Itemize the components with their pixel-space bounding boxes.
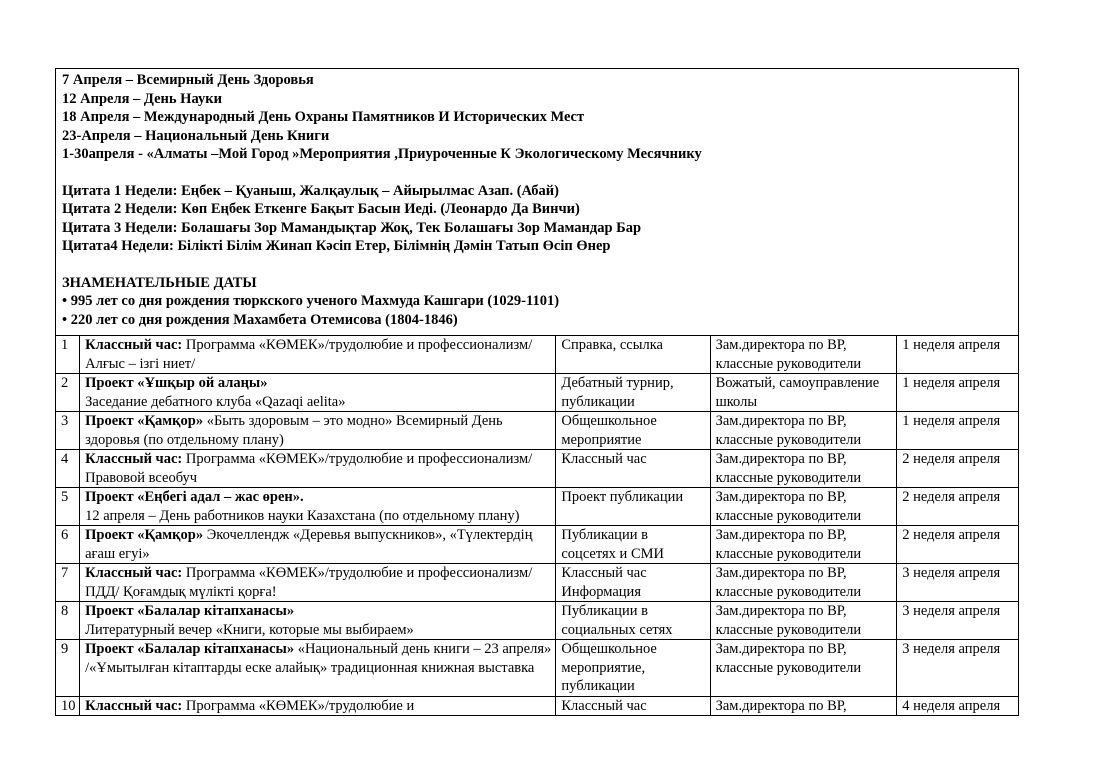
row-number-text: 10	[61, 697, 76, 714]
event-cell	[80, 602, 556, 640]
event-cell	[80, 412, 556, 450]
event-week: 1 неделя апреля	[897, 336, 1019, 374]
event-description: Программа «КӨМЕК»/трудолюбие и профессионализм/ ПДД/ Қоғамдық мүлікті қорға!	[85, 565, 533, 600]
event-title: Проект «Балалар кітапханасы»	[85, 641, 295, 657]
table-row	[56, 640, 1019, 697]
event-responsible: Зам.директора по ВР, классные руководители	[710, 526, 897, 564]
event-title: Проект «Ұшқыр ой алаңы»	[85, 375, 268, 391]
event-cell	[80, 488, 556, 526]
row-number: 3	[56, 412, 80, 450]
event-description: «Быть здоровым – это модно» Всемирный День здоровья (по отдельному плану)	[85, 413, 503, 448]
document-page	[55, 68, 1019, 716]
row-number	[56, 696, 80, 715]
notable-date-item: • 220 лет со дня рождения Махамбета Отемисова (1804-1846)	[62, 311, 458, 328]
event-description: Программа «КӨМЕК»/трудолюбие и профессионализм/ Правовой всеобуч	[85, 451, 533, 486]
event-responsible: Зам.директора по ВР, классные руководители	[710, 336, 897, 374]
event-week: 3 неделя апреля	[897, 564, 1019, 602]
event-title: Классный час:	[85, 565, 183, 581]
quote-line: Цитата 3 Недели: Болашағы Зор Мамандықтар Жоқ, Тек Болашағы Зор Мамандар Бар	[62, 219, 642, 236]
event-description: Заседание дебатного клуба «Qazaqi aelita»	[85, 393, 346, 410]
event-description: Программа «КӨМЕК»/трудолюбие и профессионализм/ Алғыс – ізгі ниет/	[85, 337, 533, 372]
notable-date-item: • 995 лет со дня рождения тюркского ученого Махмуда Кашгари (1029-1101)	[62, 293, 560, 309]
quote-line: Цитата 1 Недели: Еңбек – Қуаныш, Жалқаулық – Айырылмас Азап. (Абай)	[62, 182, 559, 199]
event-responsible: Зам.директора по ВР, классные руководители	[710, 412, 897, 450]
table-row	[56, 564, 1019, 602]
event-title: Классный час:	[85, 697, 183, 714]
quote-line: Цитата 2 Недели: Көп Еңбек Еткенге Бақыт Басын Иеді. (Леонардо Да Винчи)	[62, 201, 580, 217]
event-cell	[80, 564, 556, 602]
event-form: Общешкольное мероприятие, публикации	[556, 640, 710, 697]
event-cell	[80, 336, 556, 374]
event-week	[897, 696, 1019, 715]
date-line: 23-Апреля – Национальный День Книги	[62, 127, 330, 144]
table-row	[56, 488, 1019, 526]
event-form: Классный час	[556, 450, 710, 488]
event-description: «Национальный день книги – 23 апреля» /«Ұмытылған кітаптарды еске алайық» традиционная книжная выставка	[85, 641, 552, 676]
event-title: Проект «Балалар кітапханасы»	[85, 603, 295, 619]
event-cell	[80, 526, 556, 564]
notable-dates-title: ЗНАМЕНАТЕЛЬНЫЕ ДАТЫ	[62, 274, 257, 291]
event-description: Экочеллендж «Деревья выпускников», «Түлектердің ағаш егуі»	[85, 527, 533, 562]
event-cell	[80, 696, 556, 715]
quote-line: Цитата4 Недели: Білікті Білім Жинап Кәсіп Етер, Білімнің Дәмін Татып Өсіп Өнер	[62, 238, 611, 254]
event-title: Классный час:	[85, 337, 183, 353]
event-responsible-text: Зам.директора по ВР,	[715, 697, 847, 714]
row-number: 6	[56, 526, 80, 564]
event-week-text: 4 неделя апреля	[902, 697, 1001, 714]
event-week: 1 неделя апреля	[897, 412, 1019, 450]
header-block	[55, 68, 1019, 335]
event-form: Публикации в социальных сетях	[556, 602, 710, 640]
row-number: 8	[56, 602, 80, 640]
event-form	[556, 696, 710, 715]
event-text-clip	[85, 697, 551, 715]
row-number: 7	[56, 564, 80, 602]
event-responsible	[710, 696, 897, 715]
event-title: Проект «Қамқор»	[85, 527, 204, 543]
event-description: Программа «КӨМЕК»/трудолюбие и	[182, 697, 415, 714]
event-cell	[80, 640, 556, 697]
table-row	[56, 526, 1019, 564]
date-line: 7 Апреля – Всемирный День Здоровья	[62, 72, 314, 88]
event-week: 2 неделя апреля	[897, 450, 1019, 488]
event-cell	[80, 450, 556, 488]
event-week: 2 неделя апреля	[897, 488, 1019, 526]
row-number: 2	[56, 374, 80, 412]
event-week: 2 неделя апреля	[897, 526, 1019, 564]
row-number: 1	[56, 336, 80, 374]
event-form: Общешкольное мероприятие	[556, 412, 710, 450]
event-title: Проект «Қамқор»	[85, 413, 204, 429]
event-week: 1 неделя апреля	[897, 374, 1019, 412]
event-responsible: Зам.директора по ВР, классные руководители	[710, 564, 897, 602]
event-cell	[80, 374, 556, 412]
table-row	[56, 336, 1019, 374]
date-line: 1-30апреля - «Алматы –Мой Город »Мероприятия ,Приуроченные К Экологическому Месячнику	[62, 146, 702, 162]
row-number: 5	[56, 488, 80, 526]
event-responsible: Зам.директора по ВР, классные руководители	[710, 640, 897, 697]
event-description: Литературный вечер «Книги, которые мы выбираем»	[85, 621, 414, 638]
event-week: 3 неделя апреля	[897, 602, 1019, 640]
event-form: Публикации в соцсетях и СМИ	[556, 526, 710, 564]
table-row	[56, 412, 1019, 450]
table-row	[56, 450, 1019, 488]
event-form: Классный час Информация	[556, 564, 710, 602]
event-form: Справка, ссылка	[556, 336, 710, 374]
event-form-text: Классный час	[561, 697, 647, 714]
event-responsible: Вожатый, самоуправление школы	[710, 374, 897, 412]
event-responsible: Зам.директора по ВР, классные руководители	[710, 450, 897, 488]
event-description: 12 апреля – День работников науки Казахстана (по отдельному плану)	[85, 507, 520, 524]
table-row	[56, 602, 1019, 640]
row-number: 4	[56, 450, 80, 488]
table-row	[56, 696, 1019, 715]
event-form: Дебатный турнир, публикации	[556, 374, 710, 412]
event-form: Проект публикации	[556, 488, 710, 526]
event-title: Проект «Еңбегі адал – жас өрен».	[85, 489, 304, 505]
date-line: 12 Апреля – День Науки	[62, 90, 222, 107]
table-row	[56, 374, 1019, 412]
event-responsible: Зам.директора по ВР, классные руководители	[710, 488, 897, 526]
row-number: 9	[56, 640, 80, 697]
events-table	[55, 335, 1019, 716]
event-title: Классный час:	[85, 451, 183, 467]
date-line: 18 Апреля – Международный День Охраны Памятников И Исторических Мест	[62, 109, 585, 125]
event-responsible: Зам.директора по ВР, классные руководители	[710, 602, 897, 640]
event-week: 3 неделя апреля	[897, 640, 1019, 697]
